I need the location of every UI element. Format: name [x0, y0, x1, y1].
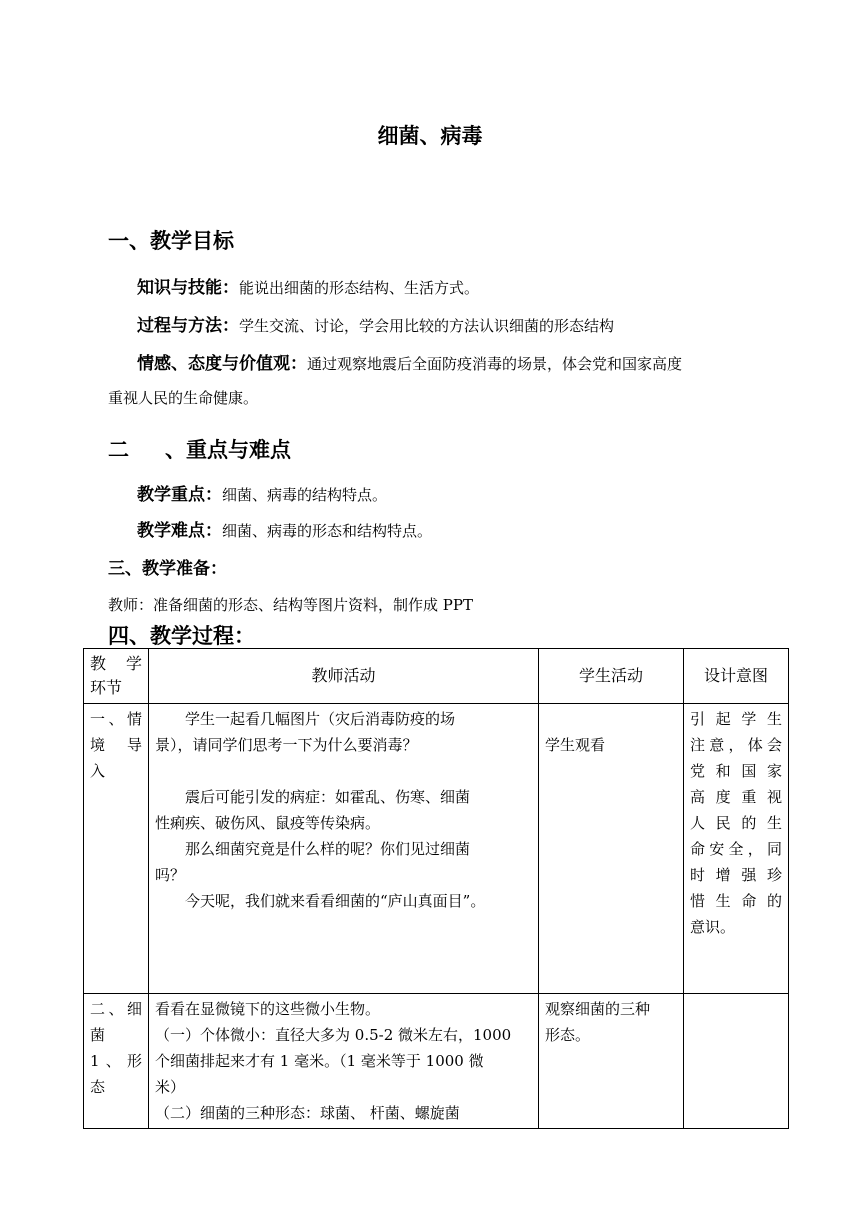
goal-knowledge — [137, 273, 479, 298]
row2-stage: 二、细 菌 1、形 态 — [84, 994, 149, 1129]
header-design-intent: 设计意图 — [684, 649, 789, 704]
teaching-process-table — [83, 648, 789, 1129]
page-title: 细菌、病毒 — [377, 123, 483, 148]
header-teacher-activity: 教师活动 — [149, 649, 539, 704]
table-header-row — [84, 649, 789, 704]
goal-process-text: 学生交流、讨论，学会用比较的方法认识细菌的形态结构 — [239, 317, 615, 335]
row1-student-activity: 学生观看 — [539, 704, 684, 994]
goal-emotion — [137, 349, 682, 374]
goal-knowledge-label: 知识与技能： — [137, 278, 239, 298]
prep-text: 教师：准备细菌的形态、结构等图片资料，制作成 PPT — [108, 596, 473, 614]
difficult-point-label: 教学难点： — [137, 521, 222, 541]
row1-teacher-activity: 学生一起看几幅图片（灾后消毒防疫的场 景），请同学们思考一下为什么要消毒？ 震后可能引发的病症：如霍乱、伤寒、细菌 性痢疾、破伤风、鼠疫等传染病。 那么细菌究竟是什么样的呢？你们见过细菌 吗？ 今天呢，我们就来看看细菌的“庐山真面目”。 — [149, 704, 539, 994]
header-stage: 教 学 环节 — [84, 649, 149, 704]
table-row — [84, 704, 789, 994]
key-point — [137, 480, 387, 505]
goal-emotion-continued: 重视人民的生命健康。 — [108, 389, 259, 407]
row2-student-activity: 观察细菌的三种 形态。 — [539, 994, 684, 1129]
goal-process-label: 过程与方法： — [137, 316, 239, 336]
key-point-label: 教学重点： — [137, 485, 222, 505]
section-heading-process: 四、教学过程： — [108, 623, 255, 648]
section-heading-keypoints — [108, 434, 291, 464]
difficult-point-text: 细菌、病毒的形态和结构特点。 — [222, 522, 433, 540]
row2-design-intent — [684, 994, 789, 1129]
key-point-text: 细菌、病毒的结构特点。 — [222, 486, 388, 504]
table-row — [84, 994, 789, 1129]
goal-knowledge-text: 能说出细菌的形态结构、生活方式。 — [239, 279, 480, 297]
section-heading-keypoints-num: 二 — [108, 437, 129, 462]
header-student-activity: 学生活动 — [539, 649, 684, 704]
goal-emotion-label: 情感、态度与价值观： — [137, 354, 307, 374]
section-heading-goals: 一、教学目标 — [108, 228, 234, 253]
goal-emotion-text: 通过观察地震后全面防疫消毒的场景，体会党和国家高度 — [307, 355, 683, 373]
row1-stage: 一、情 境 导 入 — [84, 704, 149, 994]
difficult-point — [137, 516, 432, 541]
section-heading-prep: 三、教学准备： — [108, 559, 227, 579]
goal-process — [137, 311, 614, 336]
row1-design-intent: 引起学生 注意，体会 党和国家 高度重视 人民的生 命安全，同 时增强珍 惜生命的 意识。 — [684, 704, 789, 994]
row2-teacher-activity: 看看在显微镜下的这些微小生物。 （一）个体微小：直径大多为 0.5-2 微米左右，1000 个细菌排起来才有 1 毫米。（1 毫米等于 1000 微 米） （二）细菌的三种形态：球菌、 杆菌、螺旋菌 — [149, 994, 539, 1129]
section-heading-keypoints-text: 、重点与难点 — [165, 437, 291, 462]
